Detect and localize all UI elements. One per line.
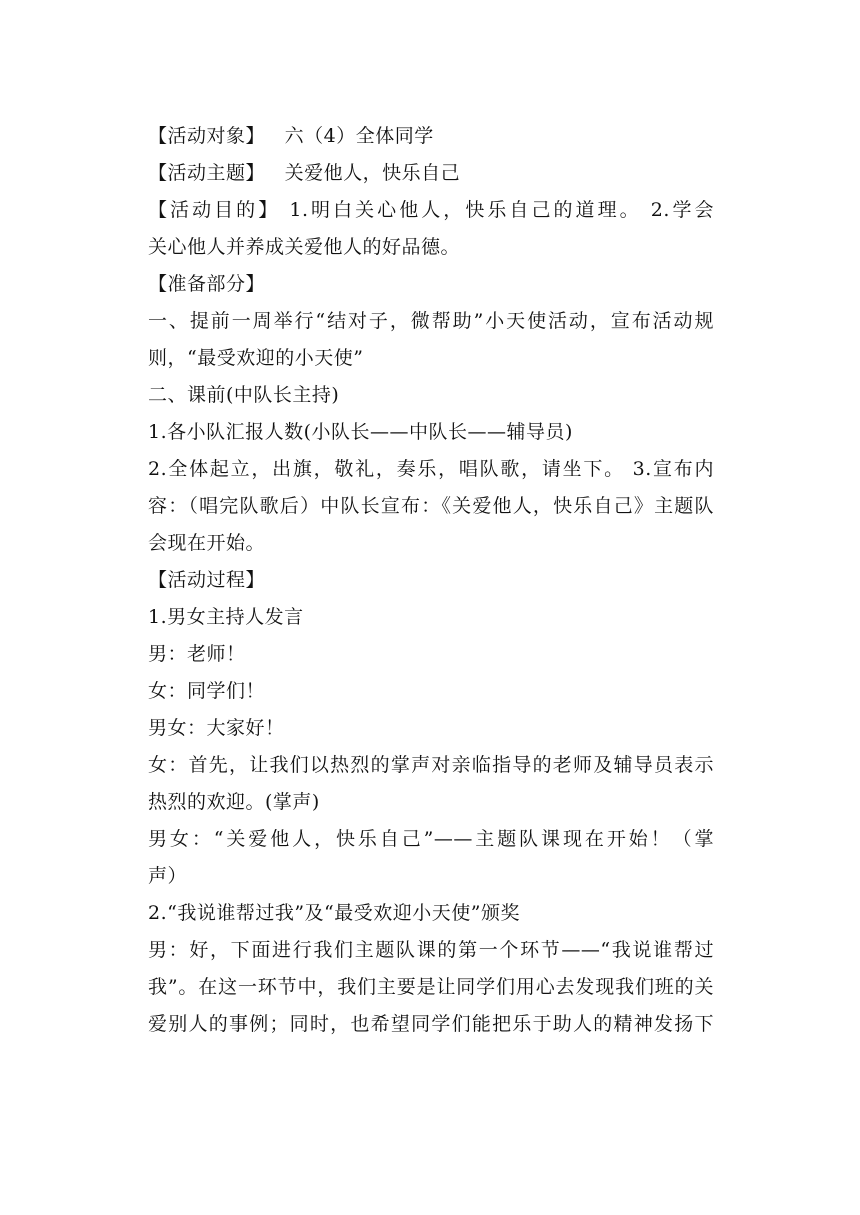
preparation-step-1: 1.各小队汇报人数(小队长——中队长——辅导员) (148, 421, 573, 443)
dialogue-line: 男女：大家好！ (148, 717, 285, 739)
dialogue-line-continued: 声） (148, 865, 188, 887)
preparation-item-1-continued: 则，“最受欢迎的小天使” (148, 347, 364, 369)
preparation-heading: 【准备部分】 (148, 273, 266, 295)
activity-purpose-line: 【活动目的】 1.明白关心他人，快乐自己的道理。 2.学会 (148, 199, 714, 221)
activity-purpose-continued: 关心他人并养成关爱他人的好品德。 (148, 236, 461, 258)
preparation-item-1: 一、提前一周举行“结对子，微帮助”小天使活动，宣布活动规 (148, 310, 714, 332)
dialogue-line: 男女：“关爱他人，快乐自己”——主题队课现在开始！（掌 (148, 828, 714, 850)
preparation-step-3-continued: 会现在开始。 (148, 532, 266, 554)
activity-target-line: 【活动对象】 六（4）全体同学 (148, 125, 434, 147)
dialogue-line-continued: 我”。在这一环节中，我们主要是让同学们用心去发现我们班的关 (148, 976, 714, 998)
dialogue-line: 男：好，下面进行我们主题队课的第一个环节——“我说谁帮过 (148, 939, 714, 961)
process-step-1: 1.男女主持人发言 (148, 606, 304, 628)
preparation-step-3: 容：（唱完队歌后）中队长宣布：《关爱他人，快乐自己》主题队 (148, 495, 714, 517)
dialogue-line-continued: 爱别人的事例；同时，也希望同学们能把乐于助人的精神发扬下 (148, 1013, 714, 1035)
document-body (148, 118, 714, 1043)
process-step-2: 2.“我说谁帮过我”及“最受欢迎小天使”颁奖 (148, 902, 520, 924)
preparation-step-2: 2.全体起立，出旗，敬礼，奏乐，唱队歌，请坐下。 3.宣布内 (148, 458, 714, 480)
dialogue-line-continued: 热烈的欢迎。(掌声) (148, 791, 320, 813)
dialogue-line: 女：首先，让我们以热烈的掌声对亲临指导的老师及辅导员表示 (148, 754, 714, 776)
activity-theme-line: 【活动主题】 关爱他人，快乐自己 (148, 162, 461, 184)
dialogue-line: 男：老师！ (148, 643, 246, 665)
preparation-item-2: 二、课前(中队长主持) (148, 384, 340, 406)
process-heading: 【活动过程】 (148, 569, 266, 591)
dialogue-line: 女：同学们！ (148, 680, 266, 702)
